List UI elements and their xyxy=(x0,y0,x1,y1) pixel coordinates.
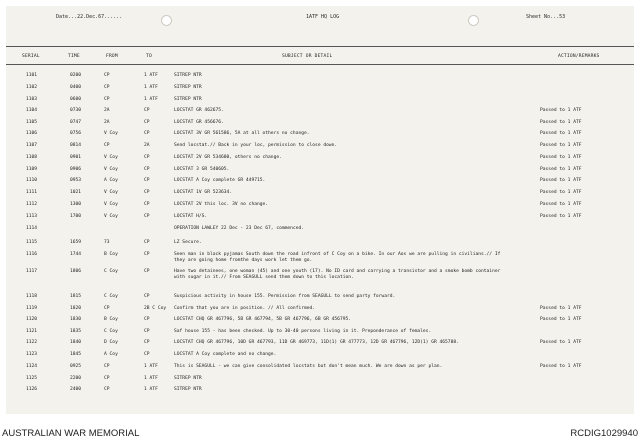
row-from: CP xyxy=(104,97,110,102)
row-action: Passed to 1 ATF xyxy=(540,364,582,369)
row-action: Passed to 1 ATF xyxy=(540,131,582,136)
row-from: C Coy xyxy=(104,269,118,274)
row-to: 1 ATF xyxy=(144,73,158,78)
col-to: TO xyxy=(146,54,152,59)
row-action: Passed to 1 ATF xyxy=(540,143,582,148)
row-detail: LOCSTAT 2V GR 534600, others no change. xyxy=(174,155,282,160)
row-time: 1845 xyxy=(70,352,82,357)
row-serial: 1113 xyxy=(26,214,38,219)
row-time: 2400 xyxy=(70,387,82,392)
row-serial: 1105 xyxy=(26,120,38,125)
row-action: Passed to 1 ATF xyxy=(540,202,582,207)
row-action: Passed to 1 ATF xyxy=(540,178,582,183)
row-time: 0730 xyxy=(70,108,82,113)
row-time: 2200 xyxy=(70,376,82,381)
row-time: 1806 xyxy=(70,269,82,274)
sheet-unit: 1ATF HQ LOG xyxy=(306,14,340,20)
row-from: CP xyxy=(104,306,110,311)
row-time: 0953 xyxy=(70,178,82,183)
row-to: CP xyxy=(144,131,150,136)
row-detail: Suspicious activity in house 155. Permission from SEAGULL to send party forward. xyxy=(174,294,396,299)
row-action: Passed to 1 ATF xyxy=(540,190,582,195)
row-to: CP xyxy=(144,108,150,113)
row-time: 1659 xyxy=(70,240,82,245)
row-to: CP xyxy=(144,329,150,334)
col-subject: SUBJECT OR DETAIL xyxy=(282,54,333,59)
row-to: CP xyxy=(144,190,150,195)
row-action: Passed to 1 ATF xyxy=(540,214,582,219)
row-from: 2A xyxy=(104,120,110,125)
row-detail: LOCSTAT 2V this loc. 3V no change. xyxy=(174,202,269,207)
archive-name: AUSTRALIAN WAR MEMORIAL xyxy=(2,428,140,439)
row-from: C Coy xyxy=(104,329,118,334)
punch-hole xyxy=(468,15,479,26)
row-serial: 1125 xyxy=(26,376,38,381)
row-serial: 1112 xyxy=(26,202,38,207)
row-serial: 1104 xyxy=(26,108,38,113)
sheet-date: Date...22.Dec.67...... xyxy=(56,14,123,20)
row-serial: 1108 xyxy=(26,155,38,160)
header-top-rule xyxy=(6,46,634,47)
log-sheet xyxy=(6,6,634,414)
row-to: CP xyxy=(144,202,150,207)
row-serial: 1115 xyxy=(26,240,38,245)
row-from: V Coy xyxy=(104,155,118,160)
row-detail: LOCSTAT GR 456676. xyxy=(174,120,224,125)
row-time: 0756 xyxy=(70,131,82,136)
row-serial: 1126 xyxy=(26,387,38,392)
row-to: CP xyxy=(144,155,150,160)
archive-record-id: RCDIG1029940 xyxy=(570,428,638,439)
row-time: 1815 xyxy=(70,294,82,299)
row-time: 0814 xyxy=(70,143,82,148)
row-detail: LOCSTAT 3V GR 561586, 5A at all others no change. xyxy=(174,131,310,136)
row-action: Passed to 1 ATF xyxy=(540,108,582,113)
row-detail: Have two detainees, one woman (45) and one youth (17). No ID card and carrying a transistor and a smoke bomb container xyxy=(174,269,501,274)
row-from: A Coy xyxy=(104,352,118,357)
row-serial: 1106 xyxy=(26,131,38,136)
row-serial: 1107 xyxy=(26,143,38,148)
row-serial: 1114 xyxy=(26,226,38,231)
row-serial: 1124 xyxy=(26,364,38,369)
row-to: CP xyxy=(144,317,150,322)
row-from: V Coy xyxy=(104,131,118,136)
row-detail: with sugar in it.// From SEAGULL send them down to this location. xyxy=(174,275,354,280)
row-from: D Coy xyxy=(104,340,118,345)
row-serial: 1103 xyxy=(26,97,38,102)
row-to: CP xyxy=(144,269,150,274)
row-serial: 1111 xyxy=(26,190,38,195)
row-from: CP xyxy=(104,364,110,369)
row-detail: SITREP NTR xyxy=(174,97,202,102)
row-serial: 1122 xyxy=(26,340,38,345)
row-to: CP xyxy=(144,294,150,299)
row-serial: 1102 xyxy=(26,85,38,90)
row-time: 0925 xyxy=(70,364,82,369)
row-time: 0400 xyxy=(70,85,82,90)
row-time: 1300 xyxy=(70,202,82,207)
row-detail: Seen man in black pyjamas South down the road infront of C Coy on a bike. In our Aos we are pulling in civilians.// If xyxy=(174,252,501,257)
row-detail: LOCSTAT 1V GR 523634. xyxy=(174,190,233,195)
row-action: Passed to 1 ATF xyxy=(540,306,582,311)
row-time: 1830 xyxy=(70,317,82,322)
row-detail: OPERATION LAWLEY 22 Dec - 23 Dec 67, commenced. xyxy=(174,226,304,231)
col-action: ACTION/REMARKS xyxy=(558,54,600,59)
row-from: CP xyxy=(104,85,110,90)
row-from: V Coy xyxy=(104,190,118,195)
row-time: 1820 xyxy=(70,306,82,311)
row-detail: Send locstat.// Back in your loc, permission to close down. xyxy=(174,143,338,148)
row-time: 0747 xyxy=(70,120,82,125)
archive-footer xyxy=(0,414,640,445)
row-from: CP xyxy=(104,376,110,381)
row-time: 0200 xyxy=(70,73,82,78)
row-action: Passed to 1 ATF xyxy=(540,340,582,345)
row-serial: 1120 xyxy=(26,317,38,322)
row-to: 2B C Coy xyxy=(144,306,167,311)
row-from: 73 xyxy=(104,240,110,245)
row-from: CP xyxy=(104,73,110,78)
row-time: 0600 xyxy=(70,97,82,102)
row-time: 1700 xyxy=(70,214,82,219)
row-detail: they are going home fromthe days work let them go. xyxy=(174,258,313,263)
row-from: V Coy xyxy=(104,202,118,207)
row-detail: This is SEAGULL - we can give consolidated locstats but don't mean much. We are down as per plan. xyxy=(174,364,443,369)
row-serial: 1101 xyxy=(26,73,38,78)
row-time: 1835 xyxy=(70,329,82,334)
row-from: V Coy xyxy=(104,167,118,172)
punch-hole xyxy=(161,15,172,26)
row-from: 2A xyxy=(104,108,110,113)
row-to: CP xyxy=(144,214,150,219)
row-serial: 1119 xyxy=(26,306,38,311)
row-detail: LOCSTAT A Coy complete GR 449715. xyxy=(174,178,266,183)
row-from: C Coy xyxy=(104,294,118,299)
row-detail: LOCSTAT H/S. xyxy=(174,214,208,219)
row-from: B Coy xyxy=(104,252,118,257)
row-detail: LOCSTAT 3 GR 540605. xyxy=(174,167,230,172)
row-to: CP xyxy=(144,352,150,357)
row-from: V Coy xyxy=(104,214,118,219)
row-from: A Coy xyxy=(104,178,118,183)
row-serial: 1118 xyxy=(26,294,38,299)
row-detail: SITREP NTR xyxy=(174,73,202,78)
row-to: CP xyxy=(144,240,150,245)
row-serial: 1116 xyxy=(26,252,38,257)
row-to: CP xyxy=(144,252,150,257)
row-detail: LOCSTAT CHQ GR 467796, 5B GR 467794, 5B GR 467796, 6B GR 456795. xyxy=(174,317,352,322)
row-detail: SITREP NTR xyxy=(174,85,202,90)
row-to: CP xyxy=(144,340,150,345)
row-to: CP xyxy=(144,120,150,125)
row-serial: 1117 xyxy=(26,269,38,274)
row-to: 1 ATF xyxy=(144,85,158,90)
row-detail: Confirm that you are in position. // All confirmed. xyxy=(174,306,316,311)
row-serial: 1121 xyxy=(26,329,38,334)
header-bottom-rule xyxy=(6,64,634,65)
row-detail: LOCSTAT GR 462675. xyxy=(174,108,224,113)
row-action: Passed to 1 ATF xyxy=(540,155,582,160)
row-serial: 1123 xyxy=(26,352,38,357)
row-time: 1744 xyxy=(70,252,82,257)
row-time: 0906 xyxy=(70,167,82,172)
row-time: 1021 xyxy=(70,190,82,195)
row-to: CP xyxy=(144,178,150,183)
row-to: 1 ATF xyxy=(144,376,158,381)
sheet-number: Sheet No...53 xyxy=(526,14,566,20)
row-action: Passed to 1 ATF xyxy=(540,167,582,172)
row-to: 2A xyxy=(144,143,150,148)
row-detail: LZ Secure. xyxy=(174,240,202,245)
row-to: 1 ATF xyxy=(144,364,158,369)
row-detail: Saf house 155 - has been checked. Up to 30-40 persons living in it. Preponderance of females. xyxy=(174,329,432,334)
row-to: 1 ATF xyxy=(144,387,158,392)
row-detail: LOCSTAT CHQ GR 467796, 10D GR 467793, 11D GR 469773, 11D(1) GR 477773, 12D GR 467796, 12D(1) GR 465788. xyxy=(174,340,459,345)
row-time: 1840 xyxy=(70,340,82,345)
row-action: Passed to 1 ATF xyxy=(540,120,582,125)
row-from: B Coy xyxy=(104,317,118,322)
col-time: TIME xyxy=(68,54,80,59)
row-action: Passed to 1 ATF xyxy=(540,317,582,322)
col-serial: SERIAL xyxy=(22,54,40,59)
row-detail: LOCSTAT A Coy complete and no change. xyxy=(174,352,277,357)
row-from: CP xyxy=(104,387,110,392)
row-serial: 1109 xyxy=(26,167,38,172)
row-time: 0901 xyxy=(70,155,82,160)
row-from: CP xyxy=(104,143,110,148)
row-serial: 1110 xyxy=(26,178,38,183)
row-detail: SITREP NTR xyxy=(174,376,202,381)
row-detail: SITREP NTR xyxy=(174,387,202,392)
col-from: FROM xyxy=(106,54,118,59)
row-to: CP xyxy=(144,167,150,172)
row-to: 1 ATF xyxy=(144,97,158,102)
